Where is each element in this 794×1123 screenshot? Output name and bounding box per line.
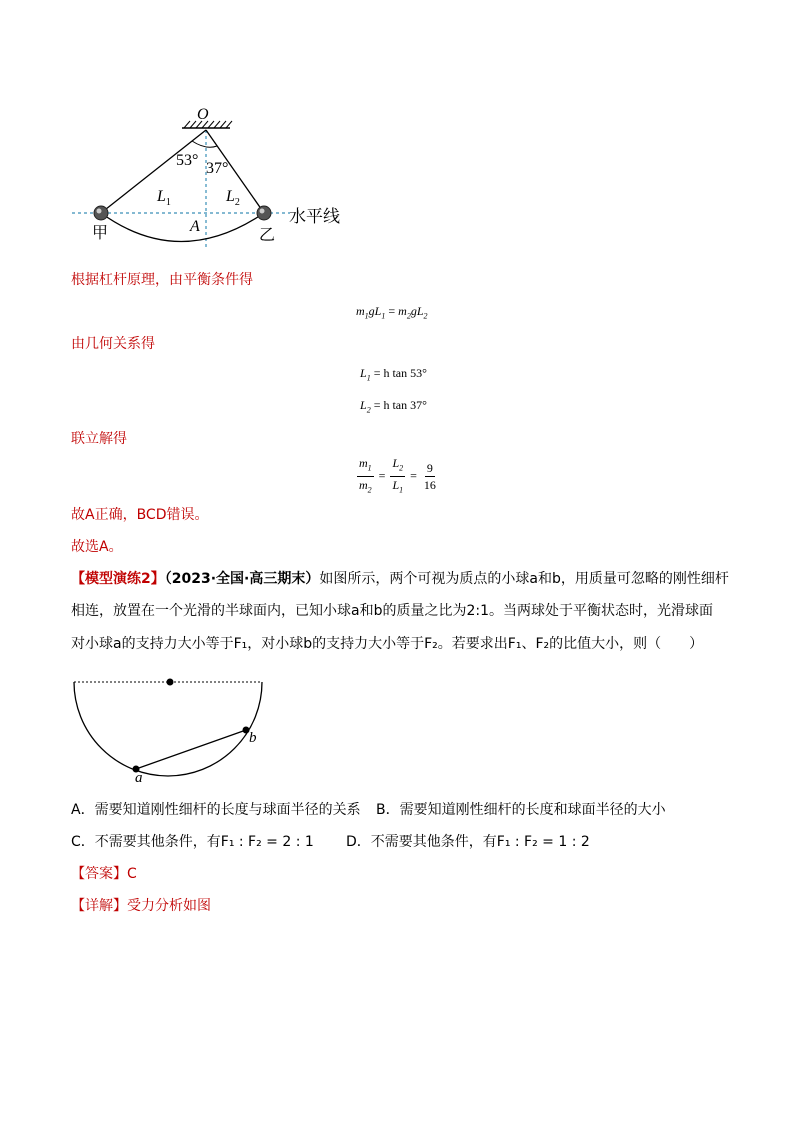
option-d: D．不需要其他条件，有F₁ : F₂ = 1 : 2 — [346, 834, 590, 850]
label-b: b — [249, 730, 257, 746]
equation-1: $m_1gL_1 = m_2gL_2$ — [356, 304, 428, 321]
arc-path — [101, 213, 264, 242]
answer-line: 【答案】C — [71, 866, 137, 882]
label-a: a — [135, 770, 143, 786]
geometry-intro: 由几何关系得 — [71, 336, 155, 352]
ball-jia — [94, 206, 108, 220]
rod — [136, 730, 246, 769]
label-53: 53° — [176, 152, 199, 169]
label-l1: $L_1$ — [157, 188, 171, 209]
label-l2: $L_2$ — [226, 188, 240, 209]
problem-line-2: 相连，放置在一个光滑的半球面内，已知小球a和b的质量之比为2:1。当两球处于平衡状态时，光滑球面 — [71, 603, 713, 619]
combine-text: 联立解得 — [71, 431, 127, 447]
center-dot — [167, 679, 174, 686]
label-yi: 乙 — [259, 227, 276, 244]
lever-intro: 根据杠杆原理，由平衡条件得 — [71, 272, 253, 288]
label-jia: 甲 — [92, 225, 109, 242]
detail-line: 【详解】受力分析如图 — [71, 898, 211, 914]
equation-4: $\frac{m_1}{m_2}$ = $\frac{L_2}{L_1}$ = $\frac{9}{16}$ — [359, 456, 436, 495]
option-a: A．需要知道刚性细杆的长度与球面半径的关系 — [71, 802, 361, 818]
option-c: C．不需要其他条件，有F₁ : F₂ = 2 : 1 — [71, 834, 314, 850]
label-37: 37° — [206, 160, 229, 177]
label-o: O — [197, 106, 209, 123]
equation-2: $L_1 = h$ tan 53° — [360, 366, 427, 383]
conclusion-1: 故A正确，BCD错误。 — [71, 507, 209, 523]
hemisphere-figure — [68, 672, 268, 782]
ball-yi — [257, 206, 271, 220]
problem-line-3: 对小球a的支持力大小等于F₁，对小球b的支持力大小等于F₂。若要求出F₁、F₂的比值大小，则（ ） — [71, 636, 704, 652]
option-b: B．需要知道刚性细杆的长度和球面半径的大小 — [376, 802, 666, 818]
equation-3: $L_2 = h$ tan 37° — [360, 398, 427, 415]
label-a-point: A — [190, 218, 200, 235]
conclusion-2: 故选A。 — [71, 539, 123, 555]
problem-line-1: 【模型演练2】（2023·全国·高三期末）如图所示，两个可视为质点的小球a和b，用质量可忽略的刚性细杆 — [71, 571, 729, 587]
label-horizontal: 水平线 — [289, 207, 340, 226]
